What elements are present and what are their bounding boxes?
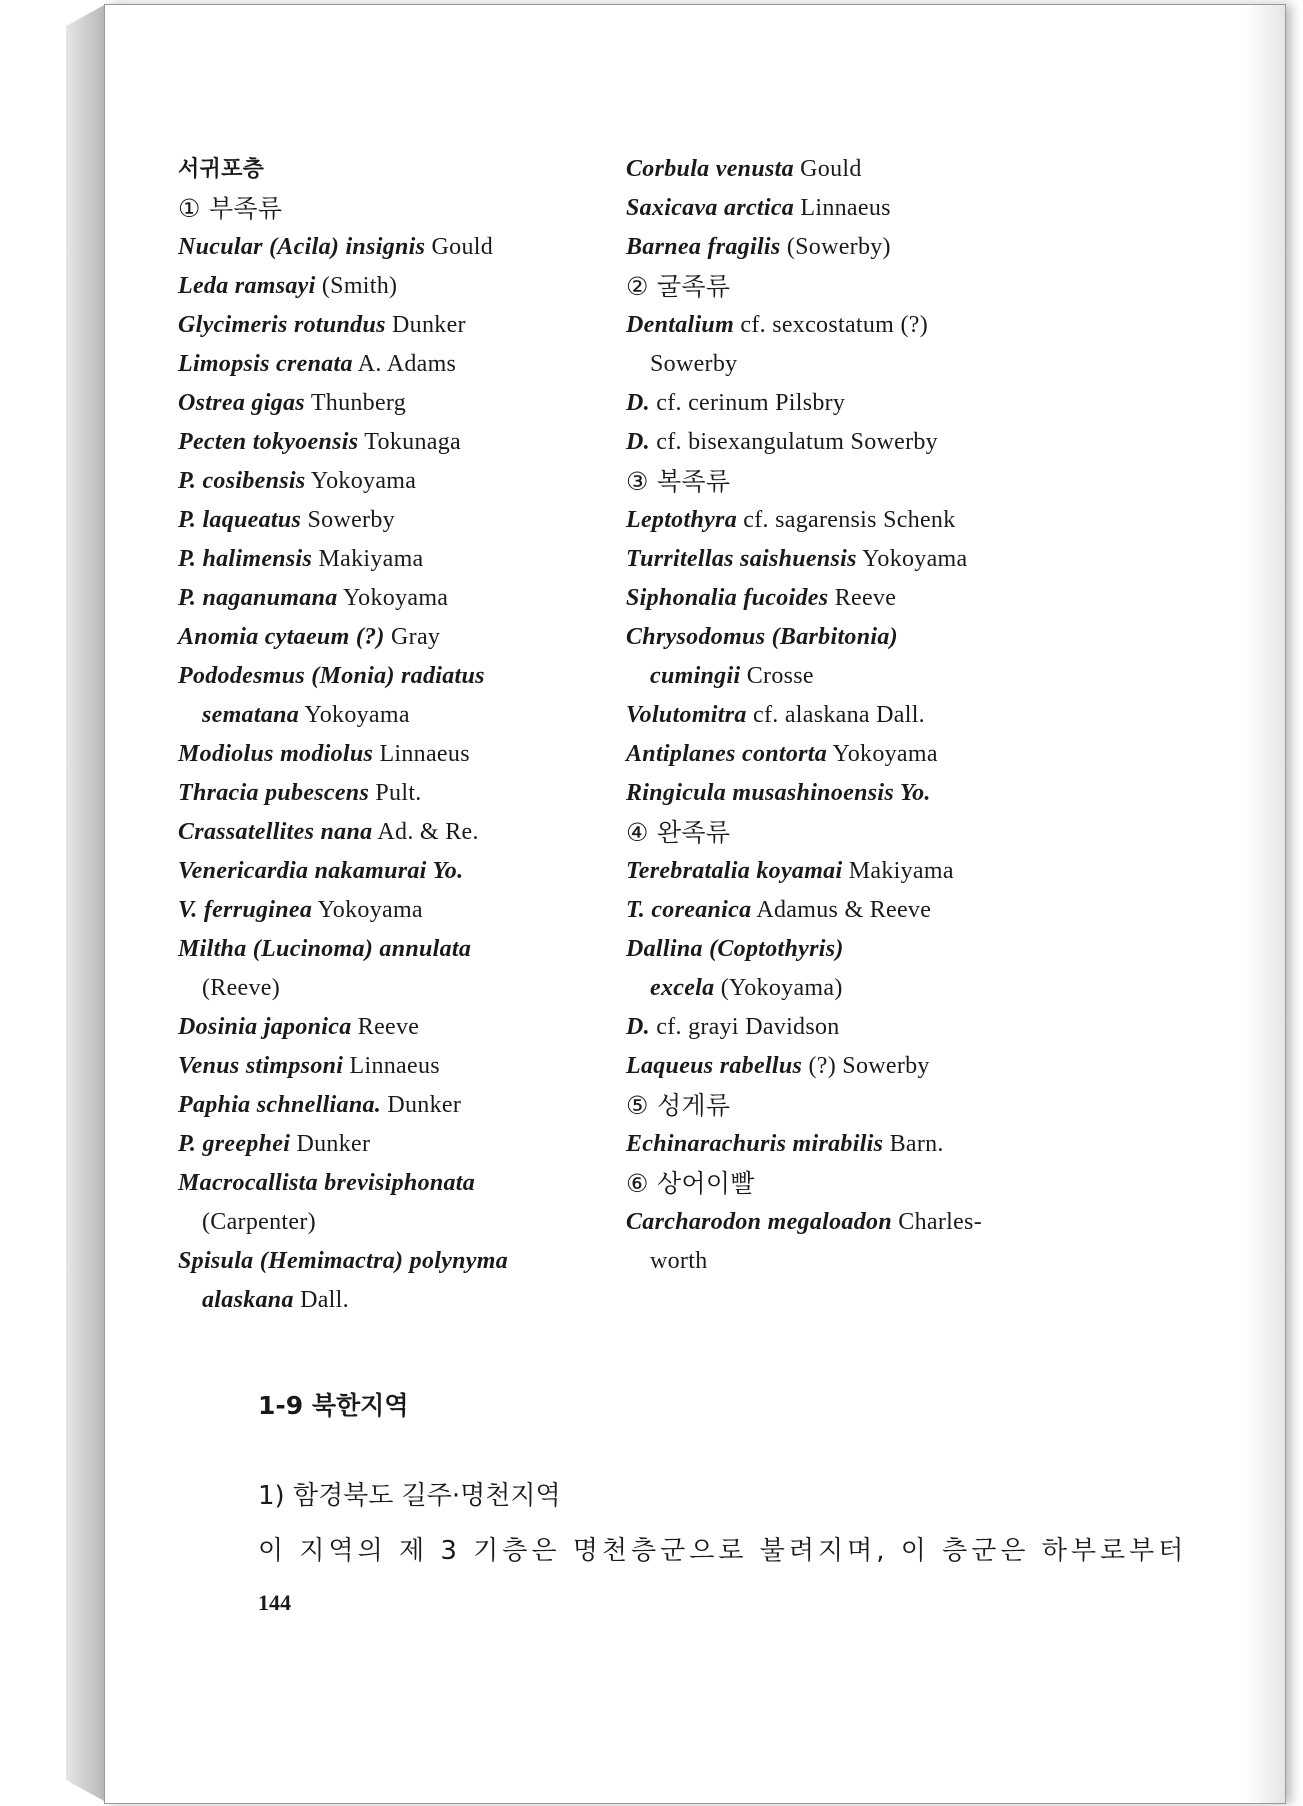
species-author: (Reeve) (202, 975, 281, 1001)
species-entry (178, 1125, 618, 1164)
species-entry (178, 423, 618, 462)
species-author: worth (650, 1248, 708, 1274)
species-name: Glycimeris rotundus (178, 312, 386, 338)
species-author: Dunker (385, 312, 466, 338)
species-name: Saxicava arctica (626, 195, 795, 221)
species-author: cf. bisexangulatum Sowerby (649, 429, 938, 455)
species-author: Ad. & Re. (372, 819, 479, 845)
species-author: (Carpenter) (202, 1209, 316, 1235)
species-entry (626, 150, 1146, 189)
species-name: D. (626, 1014, 650, 1040)
species-name: P. greephei (178, 1131, 291, 1157)
category-heading: ① 부족류 (178, 194, 283, 223)
species-entry (626, 696, 1146, 735)
species-entry (626, 306, 1146, 345)
species-author: cf. alaskana Dall. (746, 702, 925, 728)
species-name: Leda ramsayi (178, 273, 316, 299)
species-entry (626, 618, 1146, 657)
species-author: Sowerby (301, 507, 395, 533)
species-author: Reeve (828, 585, 897, 611)
species-entry (626, 345, 1146, 384)
species-entry (178, 1164, 618, 1203)
species-entry (626, 969, 1146, 1008)
category-heading: ⑤ 성게류 (626, 1091, 731, 1120)
species-entry (178, 306, 618, 345)
species-name: Venericardia nakamurai Yo. (178, 858, 464, 884)
species-author: Gould (425, 234, 494, 260)
species-author: cf. cerinum Pilsbry (649, 390, 846, 416)
species-name: Turritellas saishuensis (626, 546, 857, 572)
species-entry (626, 1008, 1146, 1047)
species-name: Macrocallista brevisiphonata (178, 1170, 476, 1196)
species-name: excela (650, 975, 715, 1001)
category-heading: ② 굴족류 (626, 272, 731, 301)
species-author: (Smith) (315, 273, 398, 299)
species-name: Corbula venusta (626, 156, 794, 182)
species-name: Laqueus rabellus (626, 1053, 803, 1079)
left-species-column (178, 150, 618, 1320)
species-entry (178, 579, 618, 618)
species-entry (178, 1242, 618, 1281)
species-entry (626, 1047, 1146, 1086)
species-entry (626, 891, 1146, 930)
species-entry (178, 1203, 618, 1242)
species-author: Yokoyama (856, 546, 968, 572)
species-entry (178, 345, 618, 384)
species-name: Anomia cytaeum (?) (178, 624, 385, 650)
species-name: P. laqueatus (178, 507, 302, 533)
species-author: A. Adams (352, 351, 457, 377)
species-author: Reeve (351, 1014, 420, 1040)
species-entry (178, 540, 618, 579)
right-species-column (626, 150, 1146, 1281)
body-paragraph: 이 지역의 제 3 기층은 명천층군으로 불려지며, 이 층군은 하부로부터 (258, 1536, 1188, 1566)
species-author: Yokoyama (312, 897, 423, 923)
species-author: Yokoyama (299, 702, 410, 728)
species-name: Echinarachuris mirabilis (626, 1131, 884, 1157)
species-entry (626, 735, 1146, 774)
species-author: Makiyama (312, 546, 424, 572)
category-heading: ③ 복족류 (626, 467, 731, 496)
species-author: Yokoyama (337, 585, 449, 611)
species-name: V. ferruginea (178, 897, 313, 923)
species-entry (626, 930, 1146, 969)
species-author: (Sowerby) (780, 234, 891, 260)
species-name: Ostrea gigas (178, 390, 305, 416)
species-name: Volutomitra (626, 702, 747, 728)
species-name: sematana (202, 702, 300, 728)
species-entry (178, 774, 618, 813)
species-entry (178, 384, 618, 423)
category-heading: ④ 완족류 (626, 818, 731, 847)
species-name: Miltha (Lucinoma) annulata (178, 936, 472, 962)
species-entry (626, 423, 1146, 462)
species-name: Crassatellites nana (178, 819, 373, 845)
species-entry (178, 1047, 618, 1086)
species-name: Chrysodomus (Barbitonia) (626, 624, 898, 650)
species-entry (178, 462, 618, 501)
species-name: P. halimensis (178, 546, 313, 572)
species-name: Limopsis crenata (178, 351, 353, 377)
species-name: Spisula (Hemimactra) polynyma (178, 1248, 509, 1274)
species-entry (626, 189, 1146, 228)
species-name: Venus stimpsoni (178, 1053, 344, 1079)
species-entry (178, 267, 618, 306)
species-entry (626, 579, 1146, 618)
species-name: Paphia schnelliana. (178, 1092, 382, 1118)
species-entry (178, 852, 618, 891)
species-entry (178, 501, 618, 540)
species-author: cf. grayi Davidson (649, 1014, 840, 1040)
species-author: Sowerby (650, 351, 738, 377)
species-author: Linnaeus (373, 741, 470, 767)
species-entry (626, 852, 1146, 891)
section-title: 1-9 북한지역 (258, 1391, 409, 1420)
species-name: Carcharodon megaloadon (626, 1209, 892, 1235)
species-entry (626, 774, 1146, 813)
species-author: Linnaeus (794, 195, 891, 221)
species-author: Charles- (891, 1209, 982, 1235)
species-name: Terebratalia koyamai (626, 858, 843, 884)
species-name: Thracia pubescens (178, 780, 370, 806)
species-entry (178, 735, 618, 774)
species-author: Pult. (369, 780, 422, 806)
species-entry (178, 930, 618, 969)
species-name: Dallina (Coptothyris) (626, 936, 844, 962)
species-name: Ringicula musashinoensis Yo. (626, 780, 931, 806)
species-author: Dunker (381, 1092, 462, 1118)
species-entry (178, 657, 618, 696)
species-author: Yokoyama (827, 741, 938, 767)
species-entry (626, 1125, 1146, 1164)
species-entry (626, 228, 1146, 267)
species-name: alaskana (202, 1287, 294, 1313)
species-author: (Yokoyama) (714, 975, 843, 1001)
species-name: T. coreanica (626, 897, 752, 923)
species-entry (178, 1281, 618, 1320)
species-name: P. cosibensis (178, 468, 306, 494)
species-entry (178, 891, 618, 930)
species-name: Modiolus modiolus (178, 741, 374, 767)
species-entry (626, 1203, 1146, 1242)
species-entry (178, 969, 618, 1008)
species-author: Gray (384, 624, 441, 650)
column-heading: 서귀포층 (178, 157, 265, 182)
species-name: D. (626, 429, 650, 455)
species-entry (178, 813, 618, 852)
category-heading: ⑥ 상어이빨 (626, 1169, 755, 1198)
species-author: Tokunaga (358, 429, 461, 455)
species-entry (178, 1086, 618, 1125)
species-author: Dall. (293, 1287, 349, 1313)
page-number: 144 (258, 1590, 291, 1615)
species-entry (626, 501, 1146, 540)
species-name: Dosinia japonica (178, 1014, 352, 1040)
species-author: Linnaeus (343, 1053, 440, 1079)
species-name: Nucular (Acila) insignis (178, 234, 426, 260)
species-name: Dentalium (626, 312, 735, 338)
species-author: Adamus & Reeve (751, 897, 932, 923)
species-name: Barnea fragilis (626, 234, 781, 260)
species-author: Barn. (883, 1131, 944, 1157)
species-name: D. (626, 390, 650, 416)
species-entry (626, 1242, 1146, 1281)
species-author: cf. sagarensis Schenk (737, 507, 956, 533)
species-author: Dunker (290, 1131, 371, 1157)
species-name: cumingii (650, 663, 741, 689)
species-name: P. naganumana (178, 585, 338, 611)
species-entry (178, 228, 618, 267)
species-author: (?) Sowerby (802, 1053, 930, 1079)
species-name: Leptothyra (626, 507, 737, 533)
species-name: Pecten tokyoensis (178, 429, 359, 455)
species-name: Antiplanes contorta (626, 741, 828, 767)
book-spine-edge (66, 4, 106, 1802)
species-entry (178, 618, 618, 657)
page-shadow (1245, 5, 1285, 1803)
species-author: Yokoyama (305, 468, 417, 494)
species-author: Crosse (740, 663, 814, 689)
species-entry (178, 696, 618, 735)
species-author: cf. sexcostatum (?) (734, 312, 928, 338)
species-author: Makiyama (842, 858, 954, 884)
species-name: Siphonalia fucoides (626, 585, 829, 611)
subsection-title: 1) 함경북도 길주·명천지역 (258, 1481, 561, 1511)
species-entry (626, 384, 1146, 423)
species-name: Pododesmus (Monia) radiatus (178, 663, 485, 689)
species-entry (178, 1008, 618, 1047)
species-entry (626, 657, 1146, 696)
species-entry (626, 540, 1146, 579)
species-author: Thunberg (304, 390, 407, 416)
species-author: Gould (793, 156, 862, 182)
